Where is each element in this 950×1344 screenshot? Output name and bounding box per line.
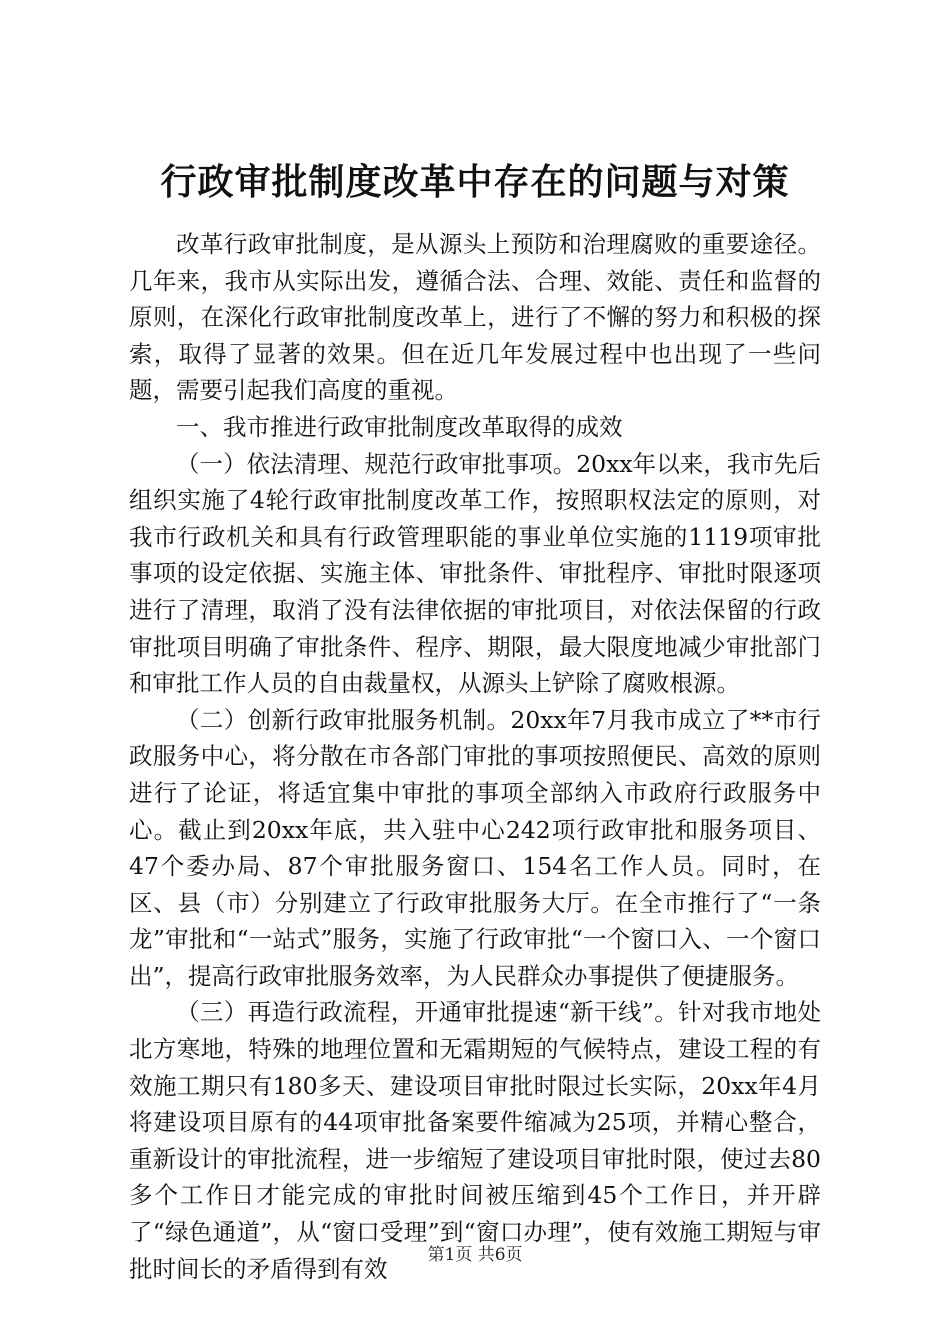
page-footer: 第1页 共6页	[427, 1245, 523, 1265]
document-body	[129, 226, 821, 1287]
document-title: 行政审批制度改革中存在的问题与对策	[160, 161, 790, 203]
body-paragraph: （二）创新行政审批服务机制。20xx年7月我市成立了**市行政服务中心，将分散在市各部门审批的事项按照便民、高效的原则进行了论证，将适宜集中审批的事项全部纳入市政府行政服务中心。截止到20xx年底，共入驻中心242项行政审批和服务项目、47个委办局、87个审批服务窗口、154名工作人员。同时，在区、县（市）分别建立了行政审批服务大厅。在全市推行了“一条龙”审批和“一站式”服务，实施了行政审批“一个窗口入、一个窗口出”，提高行政审批服务效率，为人民群众办事提供了便捷服务。	[129, 705, 821, 990]
body-paragraph: （一）依法清理、规范行政审批事项。20xx年以来，我市先后组织实施了4轮行政审批制度改革工作，按照职权法定的原则，对我市行政机关和具有行政管理职能的事业单位实施的1119项审批事项的设定依据、实施主体、审批条件、审批程序、审批时限逐项进行了清理，取消了没有法律依据的审批项目，对依法保留的行政审批项目明确了审批条件、程序、期限，最大限度地减少审批部门和审批工作人员的自由裁量权，从源头上铲除了腐败根源。	[129, 449, 821, 698]
section-heading: 一、我市推进行政审批制度改革取得的成效	[176, 412, 623, 441]
body-paragraph: （三）再造行政流程，开通审批提速“新干线”。针对我市地处北方寒地，特殊的地理位置和无霜期短的气候特点，建设工程的有效施工期只有180多天、建设项目审批时限过长实际，20xx年4月将建设项目原有的44项审批备案要件缩减为25项，并精心整合，重新设计的审批流程，进一步缩短了建设项目审批时限，使过去80多个工作日才能完成的审批时间被压缩到45个工作日，并开辟了“绿色通道”，从“窗口受理”到“窗口办理”，使有效施工期短与审批时间长的矛盾得到有效	[129, 998, 821, 1283]
intro-paragraph: 改革行政审批制度，是从源头上预防和治理腐败的重要途径。几年来，我市从实际出发，遵循合法、合理、效能、责任和监督的原则，在深化行政审批制度改革上，进行了不懈的努力和积极的探索，取得了显著的效果。但在近几年发展过程中也出现了一些问题，需要引起我们高度的重视。	[129, 230, 821, 405]
